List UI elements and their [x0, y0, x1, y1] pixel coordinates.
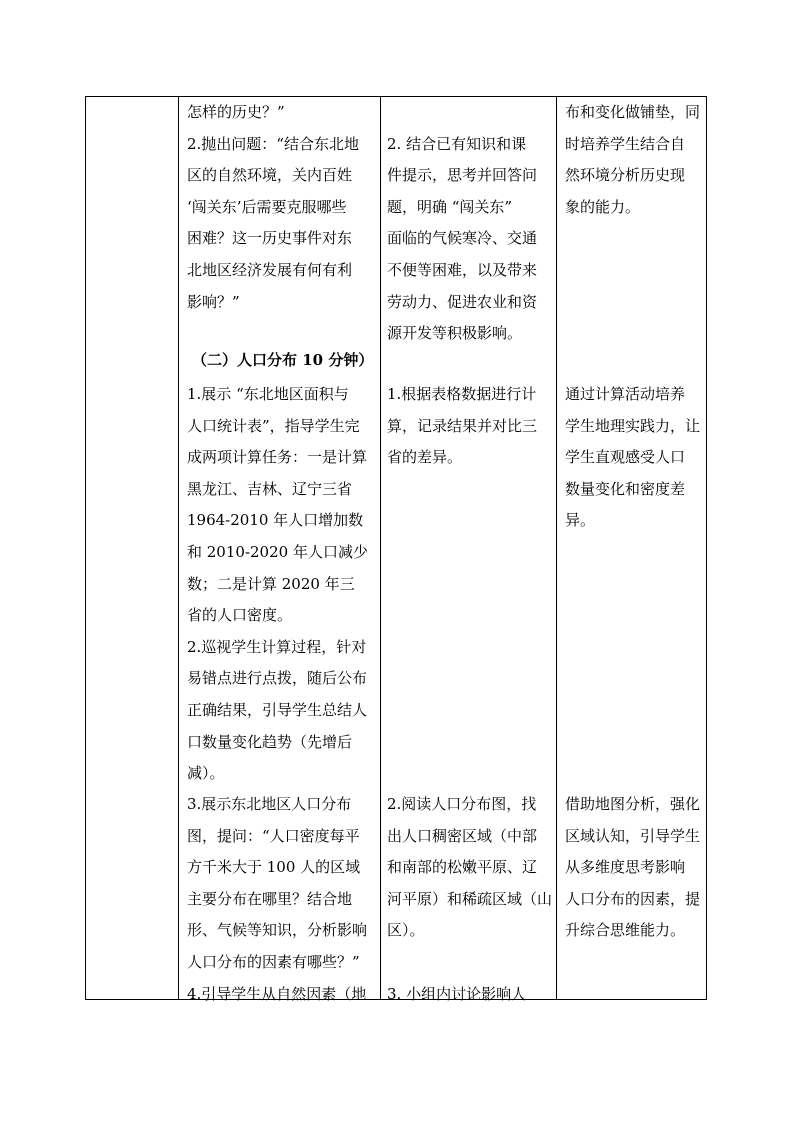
text-line: 数；二是计算 2020 年三: [187, 574, 355, 593]
text-line: 省的人口密度。: [187, 606, 293, 625]
column-divider: [556, 97, 557, 999]
text-line: 劳动力、促进农业和资: [387, 292, 538, 311]
text-line: 借助地图分析，强化: [565, 795, 701, 813]
text-line: 怎样的历史？”: [187, 103, 285, 121]
column-divider: [178, 97, 179, 999]
text-line: 口数量变化趋势（先增后: [187, 732, 353, 751]
teacher-activity-cell: [187, 789, 367, 1010]
text-line: 出人口稠密区域（中部: [387, 826, 538, 845]
text-line: 2. 结合已有知识和课: [387, 134, 527, 153]
lesson-plan-table: [85, 96, 707, 1003]
column-divider: [380, 97, 381, 999]
text-line: 人口分布的因素有哪些？”: [187, 952, 360, 971]
text-line: 时培养学生结合自: [565, 134, 686, 153]
text-line: 减）。: [187, 764, 225, 783]
text-line: 区的自然环境，关内百姓: [187, 166, 353, 185]
text-line: 黑龙江、吉林、辽宁三省: [187, 479, 353, 498]
text-line: 象的能力。: [565, 197, 641, 216]
teacher-activity-cell: [187, 379, 368, 790]
text-line: 和南部的松嫩平原、辽: [387, 858, 538, 877]
text-line: 源开发等积极影响。: [387, 324, 523, 343]
text-line: 1.根据表格数据进行计: [387, 385, 537, 403]
text-line: 通过计算活动培养: [565, 385, 686, 403]
text-line: 河平原）和稀疏区域（山: [387, 889, 553, 908]
text-line: 算，记录结果并对比三: [387, 416, 538, 435]
design-intent-cell: [565, 379, 700, 537]
text-line: 然环境分析历史现: [565, 166, 686, 185]
text-line: 题，明确 “闯关东”: [387, 197, 513, 216]
design-intent-cell: [565, 97, 700, 223]
text-line: 数量变化和密度差: [565, 479, 686, 498]
text-line: 面临的气候寒冷、交通: [387, 229, 538, 248]
text-line: 件提示，思考并回答问: [387, 166, 538, 185]
text-line: 学生地理实践力，让: [565, 416, 701, 435]
teacher-activity-cell: [187, 97, 359, 318]
text-line: 方千米大于 100 人的区域: [187, 858, 361, 877]
text-line: 人口统计表”，指导学生完: [187, 416, 360, 435]
text-line: 图，提问：“人口密度每平: [187, 826, 360, 845]
design-intent-cell: [565, 789, 700, 947]
text-line: 1.展示 “东北地区面积与: [187, 385, 349, 403]
text-line: 正确结果，引导学生总结人: [187, 700, 368, 719]
text-line: 升综合思维能力。: [565, 921, 686, 940]
text-line: 人口分布的因素，提: [565, 889, 701, 908]
text-line: 区域认知，引导学生: [565, 826, 701, 845]
student-activity-cell: [387, 379, 537, 474]
text-line: 形、气候等知识，分析影响: [187, 921, 368, 940]
text-line: 北地区经济发展有何有利: [187, 260, 353, 279]
student-activity-cell: [387, 97, 537, 350]
text-line: 影响？”: [187, 292, 240, 311]
text-line: 易错点进行点拨，随后公布: [187, 669, 368, 688]
text-line: 成两项计算任务：一是计算: [187, 448, 368, 467]
text-line: 1964-2010 年人口增加数: [187, 511, 364, 530]
text-line: 3.展示东北地区人口分布: [187, 795, 352, 813]
text-line: [387, 947, 552, 979]
text-line: ‘闯关东’后需要克服哪些: [187, 197, 347, 216]
text-line: 和 2010-2020 年人口减少: [187, 542, 368, 561]
section-heading-text: （二）人口分布 10 分钟）: [192, 351, 374, 369]
text-line: 区）。: [387, 921, 425, 940]
text-line: 2.巡视学生计算过程，针对: [187, 637, 367, 656]
text-line: 学生直观感受人口: [565, 448, 686, 467]
text-line: 困难？这一历史事件对东: [187, 229, 353, 248]
section-heading: [192, 345, 373, 377]
text-line: 2.抛出问题：“结合东北地: [187, 134, 359, 153]
text-line: 从多维度思考影响: [565, 858, 686, 877]
text-line: 4.引导学生从自然因素（地: [187, 984, 367, 1003]
text-line: 不便等困难，以及带来: [387, 260, 538, 279]
text-line: 布和变化做铺垫，同: [565, 103, 701, 121]
text-line: 2.阅读人口分布图，找: [387, 795, 537, 813]
text-line: 3. 小组内讨论影响人: [387, 984, 527, 1003]
text-line: 省的差异。: [387, 448, 463, 467]
text-line: [387, 97, 537, 129]
student-activity-cell: [387, 789, 552, 1010]
text-line: 主要分布在哪里？结合地: [187, 889, 353, 908]
text-line: 异。: [565, 511, 596, 530]
